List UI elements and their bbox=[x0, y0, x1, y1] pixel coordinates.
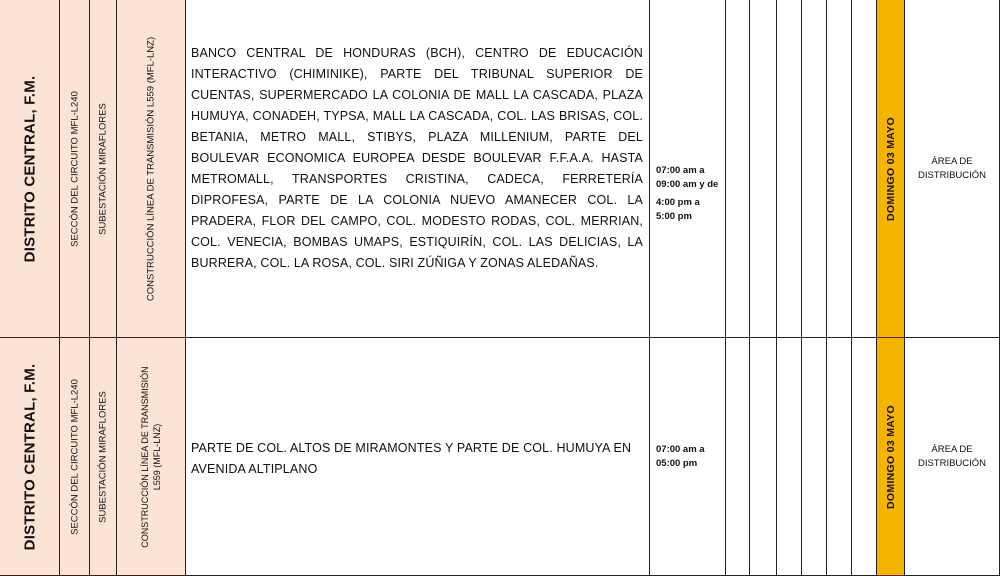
schedule-line: 07:00 am a bbox=[656, 444, 705, 455]
schedule-cell bbox=[650, 0, 726, 338]
substation-label: SUBESTACIÓN MIRAFLORES bbox=[97, 102, 109, 235]
empty-cell bbox=[802, 0, 827, 338]
work-cell bbox=[117, 0, 186, 338]
schedule-line: 09:00 am y de bbox=[656, 179, 719, 190]
empty-cell bbox=[852, 0, 877, 338]
schedule-line: 5:00 pm bbox=[656, 211, 692, 222]
affected-areas-cell bbox=[186, 0, 650, 338]
day-label: DOMINGO 03 MAYO bbox=[884, 404, 897, 509]
substation-cell bbox=[90, 0, 117, 338]
schedule-text bbox=[656, 164, 721, 224]
district-cell bbox=[0, 0, 60, 338]
substation-label: SUBESTACIÓN MIRAFLORES bbox=[97, 390, 109, 523]
empty-cell bbox=[827, 338, 852, 576]
schedule-line: 4:00 pm a bbox=[656, 197, 700, 208]
area-label: ÁREA DE DISTRIBUCIÓN bbox=[917, 443, 987, 469]
empty-cell bbox=[750, 338, 777, 576]
affected-areas-text: BANCO CENTRAL DE HONDURAS (BCH), CENTRO DE EDUCACIÓN INTERACTIVO (CHIMINIKE), PARTE DEL TRIBUNAL SUPERIOR DE CUENTAS, SUPERMERCADO LA COLONIA DE MALL LA CASCADA, PLAZA HUMUYA, CONADEH, TYPSA, MALL LA CASCADA, COL. LAS BRISAS, COL. BETANIA, METRO MALL, STIBYS, PLAZA MILLENIUM, PARTE DEL BOULEVAR ECONOMICA EUROPEA DESDE BOULEVAR F.F.A.A. HASTA METROMALL, TRANSPORTES CRISTINA, CADECA, FERRETERÍA DIPROFESA, PARTE DE LA COLONIA NUEVO AMANECER COL. LA PRADERA, FLOR DEL CAMPO, COL. MODESTO RODAS, COL. MERRIAN, COL. VENECIA, BOMBAS UMAPS, ESTIQUIRÍN, COL. LAS DELICIAS, LA BURRERA, COL. LA ROSA, COL. SIRI ZÚÑIGA Y ZONAS ALEDAÑAS. bbox=[191, 46, 643, 270]
empty-cell bbox=[802, 338, 827, 576]
work-label: CONSTRUCCIÓN LÍNEA DE TRANSMISIÓN L559 (MFL-LNZ) bbox=[140, 365, 162, 548]
empty-cell bbox=[827, 0, 852, 338]
empty-cell bbox=[726, 0, 750, 338]
area-label: ÁREA DE DISTRIBUCIÓN bbox=[917, 155, 987, 181]
day-cell bbox=[877, 0, 905, 338]
district-label: DISTRITO CENTRAL, F.M. bbox=[21, 363, 38, 550]
day-label: DOMINGO 03 MAYO bbox=[884, 116, 897, 221]
table-row bbox=[0, 338, 1000, 576]
empty-cell bbox=[777, 338, 802, 576]
circuit-label: SECCÓN DEL CIRCUITO MFL-L240 bbox=[69, 378, 80, 535]
circuit-label: SECCÓN DEL CIRCUITO MFL-L240 bbox=[69, 90, 80, 247]
empty-cell bbox=[750, 0, 777, 338]
substation-cell bbox=[90, 338, 117, 576]
schedule-line: 07:00 am a bbox=[656, 165, 705, 176]
circuit-cell bbox=[60, 0, 90, 338]
area-cell bbox=[905, 338, 1000, 576]
district-label: DISTRITO CENTRAL, F.M. bbox=[21, 75, 38, 262]
empty-cell bbox=[726, 338, 750, 576]
circuit-cell bbox=[60, 338, 90, 576]
schedule-text bbox=[656, 443, 721, 471]
affected-areas-cell bbox=[186, 338, 650, 576]
empty-cell bbox=[852, 338, 877, 576]
district-cell bbox=[0, 338, 60, 576]
day-cell bbox=[877, 338, 905, 576]
schedule-line: 05:00 pm bbox=[656, 458, 698, 469]
affected-areas-text: PARTE DE COL. ALTOS DE MIRAMONTES Y PARTE DE COL. HUMUYA EN AVENIDA ALTIPLANO bbox=[191, 441, 632, 476]
area-cell bbox=[905, 0, 1000, 338]
work-cell bbox=[117, 338, 186, 576]
schedule-cell bbox=[650, 338, 726, 576]
empty-cell bbox=[777, 0, 802, 338]
work-label: CONSTRUCCIÓN LÍNEA DE TRANSMISIÓN L559 (MFL-LNZ) bbox=[145, 36, 157, 301]
